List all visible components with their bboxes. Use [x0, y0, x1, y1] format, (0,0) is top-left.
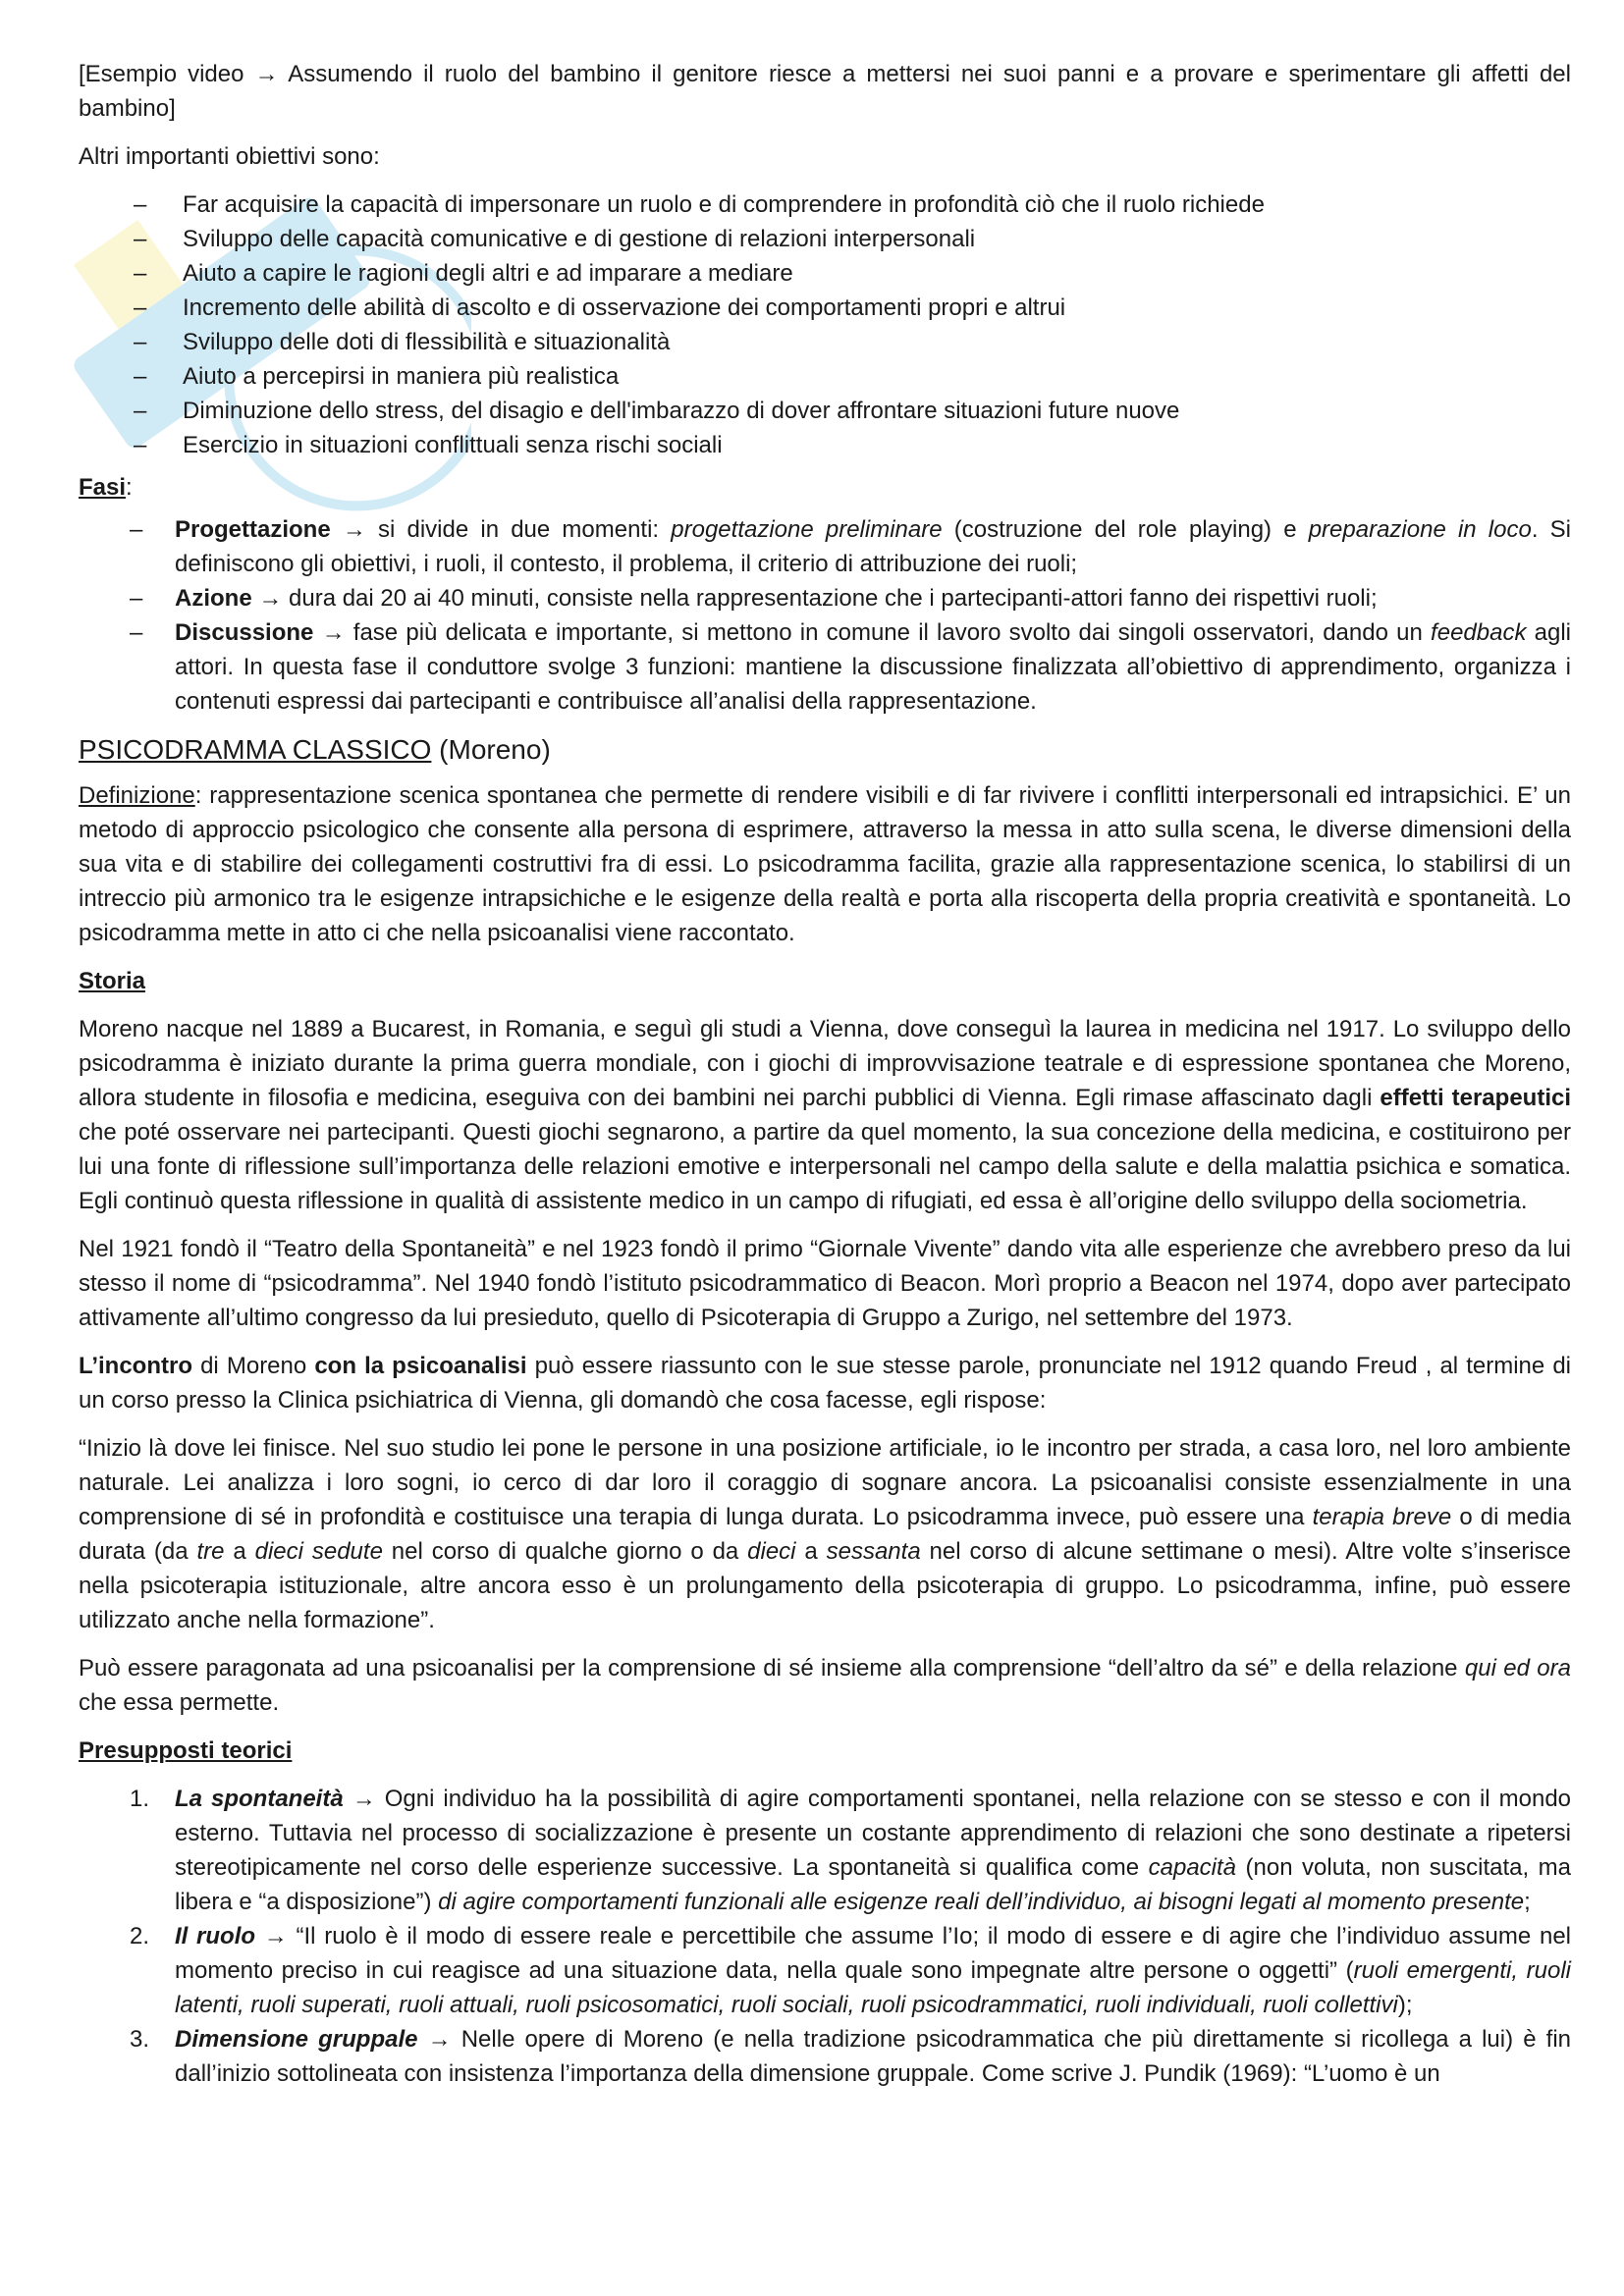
dash-bullet: – [134, 191, 147, 218]
intro-paragraph: [Esempio video → Assumendo il ruolo del bambino il genitore riesce a mettersi nei suoi panni e a provare e sperimentare gli affetti del bambino] [79, 61, 1571, 122]
list-item: – Esercizio in situazioni conflittuali senza rischi sociali [79, 428, 1571, 462]
history-label: Storia [79, 968, 146, 994]
history-paragraph: Moreno nacque nel 1889 a Bucarest, in Romania, e seguì gli studi a Vienna, dove conseguì la laurea in medicina nel 1917. Lo sviluppo dello psicodramma è iniziato durante la prima guerra mondiale, con i giochi di improvvisazione teatrale e di espressione spontanea che Moreno, allora studente in filosofia e medicina, eseguiva con dei bambini nei parchi pubblici di Vienna. Egli rimase affascinato dagli effetti terapeutici che poté osservare nei partecipanti. Questi giochi segnarono, a partire da quel momento, la sua concezione della medicina, e costituirono per lui una fonte di riflessione sull’importanza delle relazioni emotive e interpersonali nel campo della salute e della malattia psichica e somatica. Egli continuò questa riflessione in qualità di assistente medico in un campo di rifugiati, ed essa è all’origine dello sviluppo della sociometria. [79, 1016, 1571, 1214]
section-heading: PSICODRAMMA CLASSICO (Moreno) [79, 734, 551, 765]
list-item: – Sviluppo delle capacità comunicative e di gestione di relazioni interpersonali [79, 222, 1571, 256]
comparison-paragraph: Può essere paragonata ad una psicoanalisi per la comprensione di sé insieme alla comprensione “dell’altro da sé” e della relazione qui ed ora che essa permette. [79, 1655, 1571, 1716]
list-item: – Incremento delle abilità di ascolto e di osservazione dei comportamenti propri e altrui [79, 291, 1571, 325]
quote-paragraph: “Inizio là dove lei finisce. Nel suo studio lei pone le persone in una posizione artificiale, io le incontro per strada, a casa loro, nel loro ambiente naturale. Lei analizza i loro sogni, io cerco di dar loro il coraggio di sognare ancora. La psicoanalisi consiste essenzialmente in una comprensione di sé in profondità e costituisce una terapia di lunga durata. Lo psicodramma invece, può essere una terapia breve o di media durata (da tre a dieci sedute nel corso di qualche giorno o da dieci a sessanta nel corso di alcune settimane o mesi). Altre volte s’inserisce nella psicoterapia istituzionale, altre ancora esso è un prolungamento della psicoterapia di gruppo. Lo psicodramma, infine, può essere utilizzato anche nella formazione”. [79, 1435, 1572, 1633]
dash-bullet: – [130, 585, 143, 612]
list-item: – Aiuto a percepirsi in maniera più realistica [79, 359, 1571, 394]
dash-bullet: – [134, 398, 147, 424]
assumption-item: 3. Dimensione gruppale → Nelle opere di Moreno (e nella tradizione psicodrammatica che più direttamente si ricollega a lui) è fin dall’inizio sottolineata con insistenza l’importanza della dimensione gruppale. Come scrive J. Pundik (1969): “L’uomo è un [130, 2026, 1572, 2087]
definition-paragraph: Definizione: rappresentazione scenica spontanea che permette di rendere visibili e di far rivivere i conflitti interpersonali ed intrapsichici. E’ un metodo di approccio psicologico che consente alla persona di esprimere, attraverso la messa in atto sulla scena, le diverse dimensioni della sua vita e di stabilire dei collegamenti costruttivi fra di essi. Lo psicodramma facilita, grazie alla rappresentazione scenica, lo stabilirsi di un intreccio più armonico tra le esigenze intrapsichiche e le esigenze della realtà e porta alla riscoperta della propria creatività e spontaneità. Lo psicodramma mette in atto ci che nella psicoanalisi viene raccontato. [79, 782, 1571, 946]
goals-lead: Altri importanti obiettivi sono: [79, 143, 380, 170]
dash-bullet: – [134, 260, 147, 287]
phases-list [79, 512, 1571, 719]
dash-bullet: – [130, 619, 143, 646]
assumptions-list [79, 1782, 1571, 2091]
assumptions-label: Presupposti teorici [79, 1737, 293, 1764]
history-paragraph-2: Nel 1921 fondò il “Teatro della Spontaneità” e nel 1923 fondò il primo “Giornale Vivente” dando vita alle esperienze che avrebbero preso da lui stesso il nome di “psicodramma”. Nel 1940 fondò l’istituto psicodrammatico di Beacon. Morì proprio a Beacon nel 1974, dopo aver partecipato attivamente all’ultimo congresso da lui presieduto, quello di Psicoterapia di Gruppo a Zurigo, nel settembre del 1973. [79, 1236, 1571, 1331]
dash-bullet: – [134, 294, 147, 321]
phases-label: Fasi: [79, 474, 133, 501]
list-item: – Far acquisire la capacità di impersonare un ruolo e di comprendere in profondità ciò che il ruolo richiede [79, 187, 1571, 222]
dash-bullet: – [130, 516, 143, 543]
list-item: – Sviluppo delle doti di flessibilità e situazionalità [79, 325, 1571, 359]
dash-bullet: – [134, 226, 147, 252]
assumption-item: 1. La spontaneità → Ogni individuo ha la possibilità di agire comportamenti spontanei, nella relazione con se stesso e con il mondo esterno. Tuttavia nel processo di socializzazione è presente un costante apprendimento di relazioni che sono destinate a ripetersi stereotipicamente nel corso delle esperienze successive. La spontaneità si qualifica come capacità (non voluta, non suscitata, ma libera e “a disposizione”) di agire comportamenti funzionali alle esigenze reali dell’individuo, ai bisogni legati al momento presente; [130, 1786, 1572, 1915]
goals-list [79, 187, 1571, 462]
assumption-item: 2. Il ruolo → “Il ruolo è il modo di essere reale e percettibile che assume l’Io; il modo di essere e di agire che l’individuo assume nel momento preciso in cui reagisce ad una situazione data, nella quale sono impegnate altre persone o oggetti” (ruoli emergenti, ruoli latenti, ruoli superati, ruoli attuali, ruoli psicosomatici, ruoli sociali, ruoli psicodrammatici, ruoli individuali, ruoli collettivi); [130, 1923, 1571, 2018]
phase-item: – Azione → dura dai 20 ai 40 minuti, consiste nella rappresentazione che i partecipanti-attori fanno dei rispettivi ruoli; [79, 581, 1571, 615]
encounter-paragraph: L’incontro di Moreno con la psicoanalisi può essere riassunto con le sue stesse parole, pronunciate nel 1912 quando Freud , al termine di un corso presso la Clinica psichiatrica di Vienna, gli domandò che cosa facesse, egli rispose: [79, 1353, 1572, 1414]
dash-bullet: – [134, 432, 147, 458]
dash-bullet: – [134, 363, 147, 390]
phase-item: – Progettazione → si divide in due momenti: progettazione preliminare (costruzione del role playing) e preparazione in loco. Si definiscono gli obiettivi, i ruoli, il contesto, il problema, il criterio di attribuzione dei ruoli; [79, 512, 1571, 581]
list-item: – Diminuzione dello stress, del disagio e dell'imbarazzo di dover affrontare situazioni future nuove [79, 394, 1571, 428]
dash-bullet: – [134, 329, 147, 355]
document-page [79, 57, 1571, 2091]
list-item: – Aiuto a capire le ragioni degli altri e ad imparare a mediare [79, 256, 1571, 291]
phase-item: – Discussione → fase più delicata e importante, si mettono in comune il lavoro svolto dai singoli osservatori, dando un feedback agli attori. In questa fase il conduttore svolge 3 funzioni: mantiene la discussione finalizzata all’obiettivo di apprendimento, organizza i contenuti espressi dai partecipanti e contribuisce all’analisi della rappresentazione. [79, 615, 1571, 719]
